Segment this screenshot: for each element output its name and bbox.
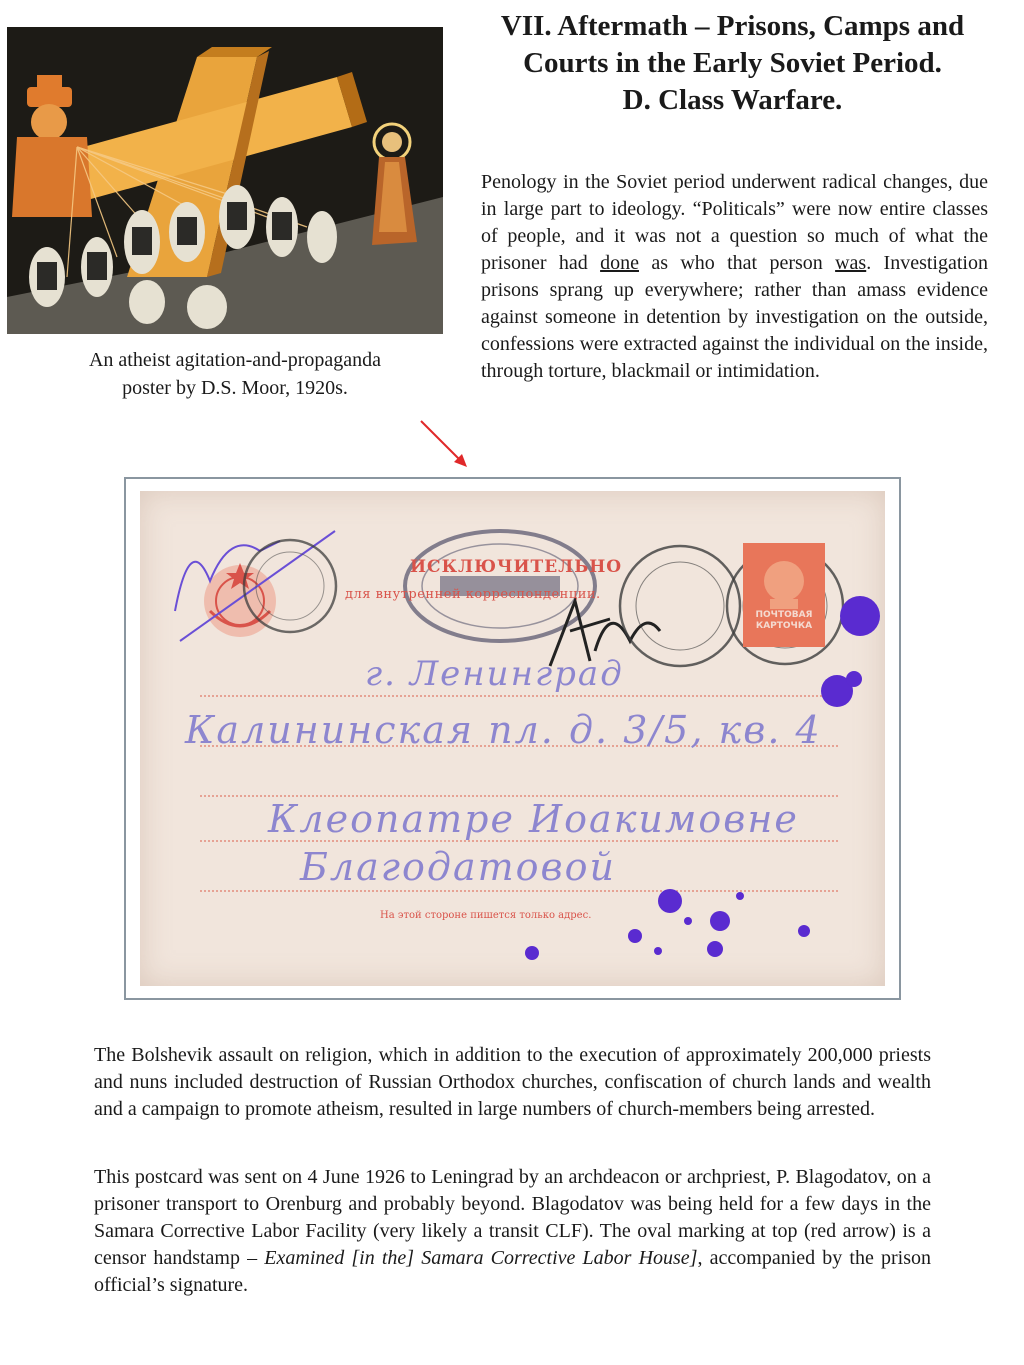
- intro-text: Penology in the Soviet period underwent radical changes, due in large part to ideology. “Politicals” were now entire classes of people, and it was not a question so much of what the prisoner had: [481, 171, 988, 274]
- intro-underlined-was: was: [835, 252, 867, 274]
- body-paragraph-1: The Bolshevik assault on religion, which in addition to the execution of approximately 200,000 priests and nuns included destruction of Russian Orthodox churches, confiscation of church lands and wealth and a campaign to promote atheism, resulted in large numbers of church-members being arrested.: [94, 1044, 931, 1120]
- title-line: D. Class Warfare.: [622, 84, 843, 116]
- body-text: , accompanied by the prison official’s signature.: [94, 1247, 931, 1296]
- page-title: [460, 8, 1005, 119]
- postcard-frame: [124, 477, 901, 1000]
- postcard-heading: ИСКЛЮЧИТЕЛЬНО: [410, 557, 623, 577]
- title-line: VII. Aftermath – Prisons, Camps and: [500, 10, 965, 42]
- postage-stamp-label: ПОЧТОВАЯ КАРТОЧКА: [755, 610, 813, 631]
- title-line: Courts in the Early Soviet Period.: [523, 47, 942, 79]
- red-arrow-icon: [418, 418, 470, 470]
- postcard-footer: На этой стороне пишется только адрес.: [380, 910, 592, 921]
- address-line-city: г. Ленинград: [365, 654, 624, 694]
- propaganda-poster-image: [7, 27, 443, 334]
- postcard-subheading: для внутренней корреспонденции.: [345, 587, 601, 602]
- postcard-image: [140, 491, 885, 986]
- poster-caption-line: An atheist agitation-and-propaganda: [88, 349, 382, 371]
- intro-underlined-done: done: [600, 252, 639, 274]
- address-line-name: Клеопатре Иоакимовне: [268, 797, 799, 841]
- body-text: This postcard was sent on 4 June 1926 to Leningrad by an archdeacon or archpriest, P. Blagodatov, on a prisoner transport to Orenburg and probably beyond. Blagodatov was being held for a few days in the Samara Corrective Labor Facility (very likely a transit CLF). The oval marking at top (red arrow) is a censor handstamp –: [94, 1166, 931, 1269]
- poster-caption: [30, 346, 440, 402]
- address-line-surname: Благодатовой: [300, 845, 616, 889]
- body-italic-text: Examined [in the] Samara Corrective Labor House]: [264, 1247, 698, 1269]
- intro-text: . Investigation prisons sprang up everywhere; rather than amass evidence against someone in detention by investigation on the outside, confessions were extracted against the individual on the inside, through torture, blackmail or intimidation.: [481, 252, 988, 382]
- intro-text: as who that person: [638, 252, 836, 274]
- poster-caption-line: poster by D.S. Moor, 1920s.: [122, 377, 348, 399]
- body-paragraph-2: [94, 1164, 931, 1299]
- ink-blots: [525, 596, 880, 960]
- address-line-street: Калининская пл. д. 3/5, кв. 4: [185, 708, 822, 752]
- intro-paragraph: [481, 169, 988, 385]
